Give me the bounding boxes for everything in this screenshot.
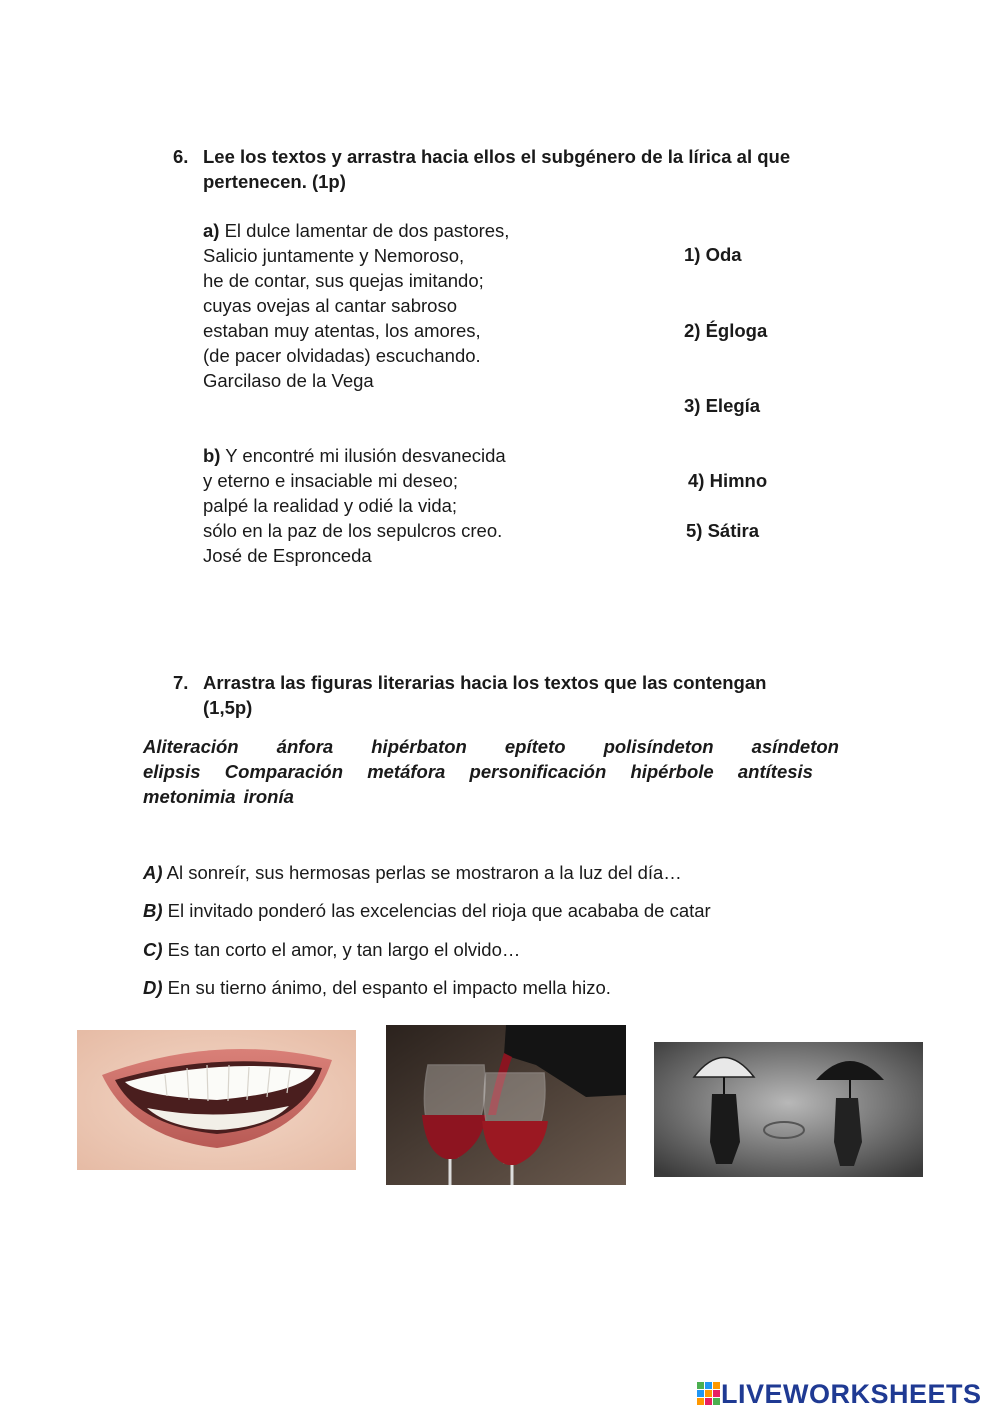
wine-image [386, 1025, 626, 1185]
poem-b-author: José de Espronceda [203, 545, 372, 566]
figure-elipsis[interactable]: elipsis [143, 761, 201, 782]
q6-title [203, 144, 883, 194]
sentence-a-label: A) [143, 862, 163, 883]
figure-anfora[interactable]: ánfora [276, 736, 334, 757]
poem-b [203, 443, 623, 568]
poem-a-line: El dulce lamentar de dos pastores, [224, 220, 510, 241]
sentence-d [143, 977, 611, 999]
sentence-d-text: En su tierno ánimo, del espanto el impacto mella hizo. [167, 977, 611, 998]
sentence-b-text: El invitado ponderó las excelencias del rioja que acababa de catar [167, 900, 711, 921]
figure-antitesis[interactable]: antítesis [737, 761, 813, 782]
q7-title-line2: (1,5p) [203, 697, 253, 718]
poem-b-line: palpé la realidad y odié la vida; [203, 495, 458, 516]
sentence-d-label: D) [143, 977, 163, 998]
figure-aliteracion[interactable]: Aliteración [143, 736, 239, 757]
q6-title-line2: pertenecen. (1p) [203, 171, 346, 192]
poem-a-line: (de pacer olvidadas) escuchando. [203, 345, 481, 366]
liveworksheets-logo-text: LIVEWORKSHEETS [721, 1378, 982, 1409]
option-himno[interactable]: 4) Himno [688, 470, 768, 491]
figure-ironia[interactable]: ironía [243, 786, 294, 807]
poem-a-line: Salicio juntamente y Nemoroso, [203, 245, 465, 266]
sentence-b-label: B) [143, 900, 163, 921]
sentence-b [143, 900, 711, 922]
sentence-a [143, 862, 682, 884]
figure-personificacion[interactable]: personificación [469, 761, 607, 782]
q6-title-line1: Lee los textos y arrastra hacia ellos el subgénero de la lírica al que [203, 146, 791, 167]
poem-a-author: Garcilaso de la Vega [203, 370, 374, 391]
option-elegia[interactable]: 3) Elegía [684, 395, 761, 416]
sentence-c-text: Es tan corto el amor, y tan largo el olvido… [167, 939, 521, 960]
q7-title-line1: Arrastra las figuras literarias hacia los textos que las contengan [203, 672, 767, 693]
poem-a-line: he de contar, sus quejas imitando; [203, 270, 484, 291]
figure-epiteto[interactable]: epíteto [504, 736, 566, 757]
figure-comparacion[interactable]: Comparación [224, 761, 343, 782]
poem-b-line: y eterno e insaciable mi deseo; [203, 470, 459, 491]
poem-b-line: sólo en la paz de los sepulcros creo. [203, 520, 503, 541]
liveworksheets-logo-icon [697, 1382, 721, 1406]
figure-hiperbole[interactable]: hipérbole [630, 761, 714, 782]
option-satira[interactable]: 5) Sátira [686, 520, 760, 541]
liveworksheets-logo [697, 1376, 982, 1412]
option-oda[interactable]: 1) Oda [684, 244, 742, 265]
figure-polisindeton[interactable]: polisíndeton [603, 736, 714, 757]
figure-metafora[interactable]: metáfora [367, 761, 446, 782]
poem-a-line: cuyas ovejas al cantar sabroso [203, 295, 457, 316]
figure-hiperbaton[interactable]: hipérbaton [371, 736, 467, 757]
poem-a-label: a) [203, 220, 220, 241]
figures-bank [143, 734, 839, 809]
sentence-a-text: Al sonreír, sus hermosas perlas se mostraron a la luz del día… [166, 862, 682, 883]
poem-b-line: Y encontré mi ilusión desvanecida [225, 445, 506, 466]
poem-a [203, 218, 623, 393]
poem-b-label: b) [203, 445, 221, 466]
figure-metonimia[interactable]: metonimia [143, 786, 236, 807]
sentence-c-label: C) [143, 939, 163, 960]
poem-a-line: estaban muy atentas, los amores, [203, 320, 481, 341]
smile-image [77, 1030, 356, 1170]
option-egloga[interactable]: 2) Égloga [684, 320, 768, 341]
q6-number: 6. [173, 146, 189, 167]
umbrellas-image [654, 1042, 923, 1177]
q7-number: 7. [173, 672, 189, 693]
q7-title [203, 670, 883, 720]
sentence-c [143, 939, 520, 961]
figure-asindeton[interactable]: asíndeton [751, 736, 839, 757]
